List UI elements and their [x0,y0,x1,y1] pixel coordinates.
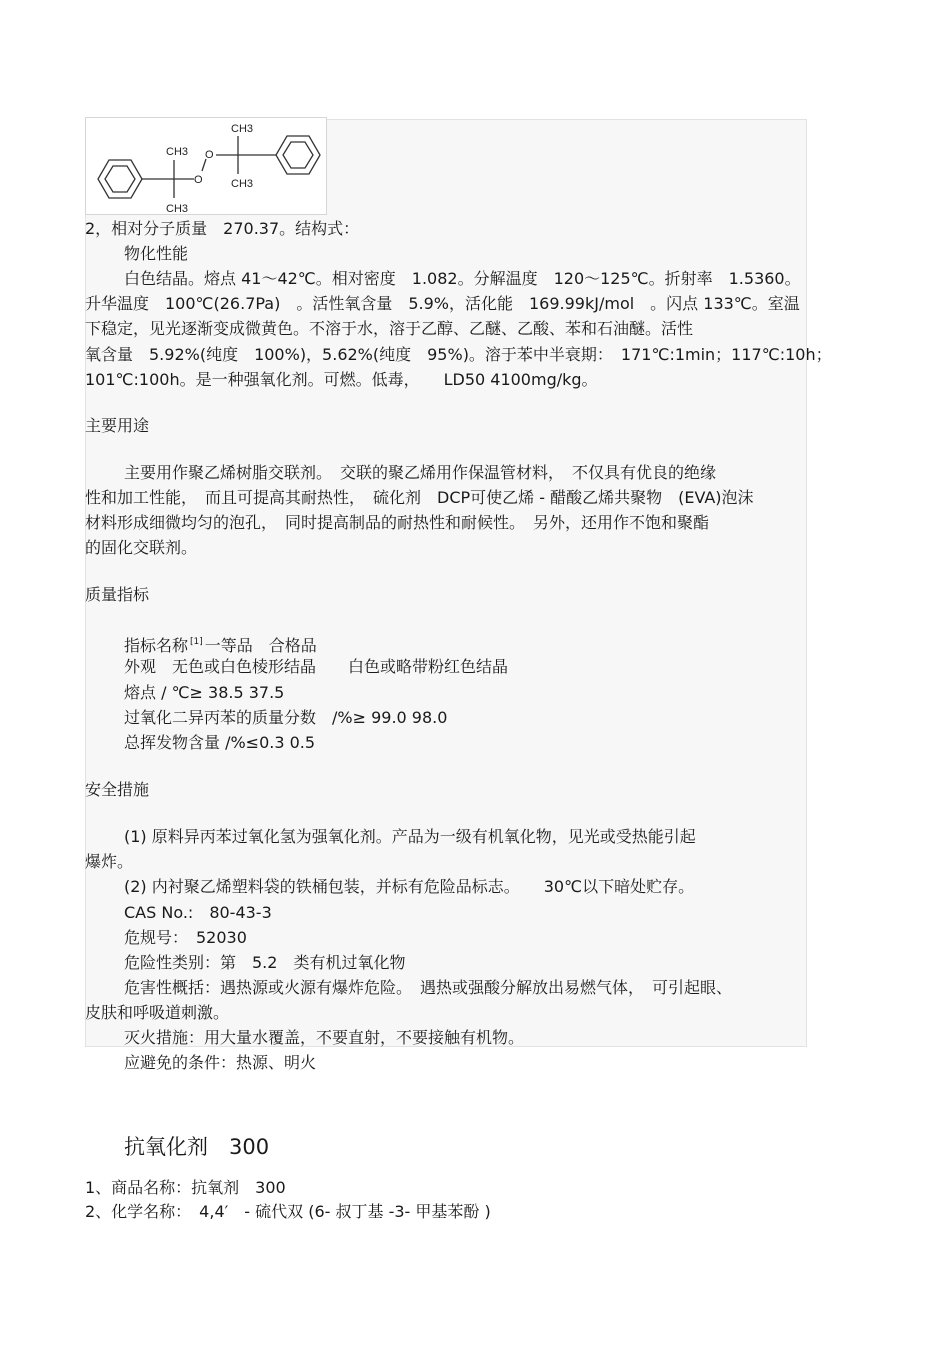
physical-properties-heading: 物化性能 [124,244,189,263]
physical-properties-line: 下稳定，见光逐渐变成微黄色。不溶于水，溶于乙醇、乙醚、乙酸、苯和石油醚。活性 [85,319,694,338]
physical-properties-line: 氧含量 5.92%(纯度 100%)，5.62%(纯度 95%)。溶于苯中半衰期： 171℃:1min；117℃:10h； [85,345,832,364]
safety-line: (1) 原料异丙苯过氧化氢为强氧化剂。产品为一级有机氧化物，见光或受热能引起 [124,827,696,846]
quality-row: 外观 无色或白色棱形结晶 白色或略带粉红色结晶 [124,657,509,676]
antioxidant-line: 1、商品名称：抗氧剂 300 [85,1178,286,1197]
structure-label: CH3 [231,123,254,135]
antioxidant-line: 2、化学名称： 4,4′ - 硫代双 (6- 叔丁基 -3- 甲基苯酚 ) [85,1202,491,1221]
quality-header-label: 指标名称 [124,636,189,655]
physical-properties-line: 101℃:100h。是一种强氧化剂。可燃。低毒， LD50 4100mg/kg。 [85,370,598,389]
quality-heading: 质量指标 [85,585,150,604]
safety-line: 危害性概括：遇热源或火源有爆炸危险。 遇热或强酸分解放出易燃气体， 可引起眼、 [124,978,733,997]
quality-row: 过氧化二异丙苯的质量分数 /%≥ 99.0 98.0 [124,708,448,727]
structure-label: CH3 [166,146,189,158]
structure-label: CH3 [166,203,189,214]
uses-line: 材料形成细微均匀的泡孔， 同时提高制品的耐热性和耐候性。 另外，还用作不饱和聚酯 [85,513,710,532]
safety-line: 应避免的条件：热源、明火 [124,1053,317,1072]
safety-line: (2) 内衬聚乙烯塑料袋的铁桶包装，并标有危险品标志。 30℃以下暗处贮存。 [124,877,695,896]
uses-heading: 主要用途 [85,416,150,435]
dicumyl-peroxide-structure-icon [86,118,326,214]
structure-label: O [194,174,203,186]
safety-line: CAS No.: 80-43-3 [124,903,272,922]
physical-properties-line: 白色结晶。熔点 41～42℃。相对密度 1.082。分解温度 120～125℃。折射率 1.5360。 [124,269,801,288]
footnote-ref: [1] [190,637,203,647]
safety-heading: 安全措施 [85,780,150,799]
safety-line: 爆炸。 [85,852,134,871]
quality-row: 熔点 / ℃≥ 38.5 37.5 [124,683,285,702]
safety-line: 皮肤和呼吸道刺激。 [85,1003,230,1022]
antioxidant-title: 抗氧化剂 300 [124,1135,270,1159]
structure-label: O [205,149,214,161]
uses-line: 性和加工性能， 而且可提高其耐热性， 硫化剂 DCP可使乙烯 - 醋酸乙烯共聚物 (EVA)泡沫 [85,488,754,507]
molecular-weight-line: 2，相对分子质量 270.37。结构式： [85,219,360,238]
physical-properties-line: 升华温度 100℃(26.7Pa) 。活性氧含量 5.9%，活化能 169.99kJ/mol 。闪点 133℃。室温 [85,294,800,313]
safety-line: 危规号： 52030 [124,928,247,947]
quality-row: 总挥发物含量 /%≤0.3 0.5 [124,733,316,752]
quality-header-grades: 一等品 合格品 [204,636,317,655]
structure-label: CH3 [231,178,254,190]
quality-header-row [124,632,317,656]
safety-line: 灭火措施：用大量水覆盖，不要直射，不要接触有机物。 [124,1028,525,1047]
uses-line: 主要用作聚乙烯树脂交联剂。 交联的聚乙烯用作保温管材料， 不仅具有优良的绝缘 [124,463,717,482]
structure-image [85,117,327,215]
uses-line: 的固化交联剂。 [85,538,198,557]
safety-line: 危险性类别：第 5.2 类有机过氧化物 [124,953,406,972]
